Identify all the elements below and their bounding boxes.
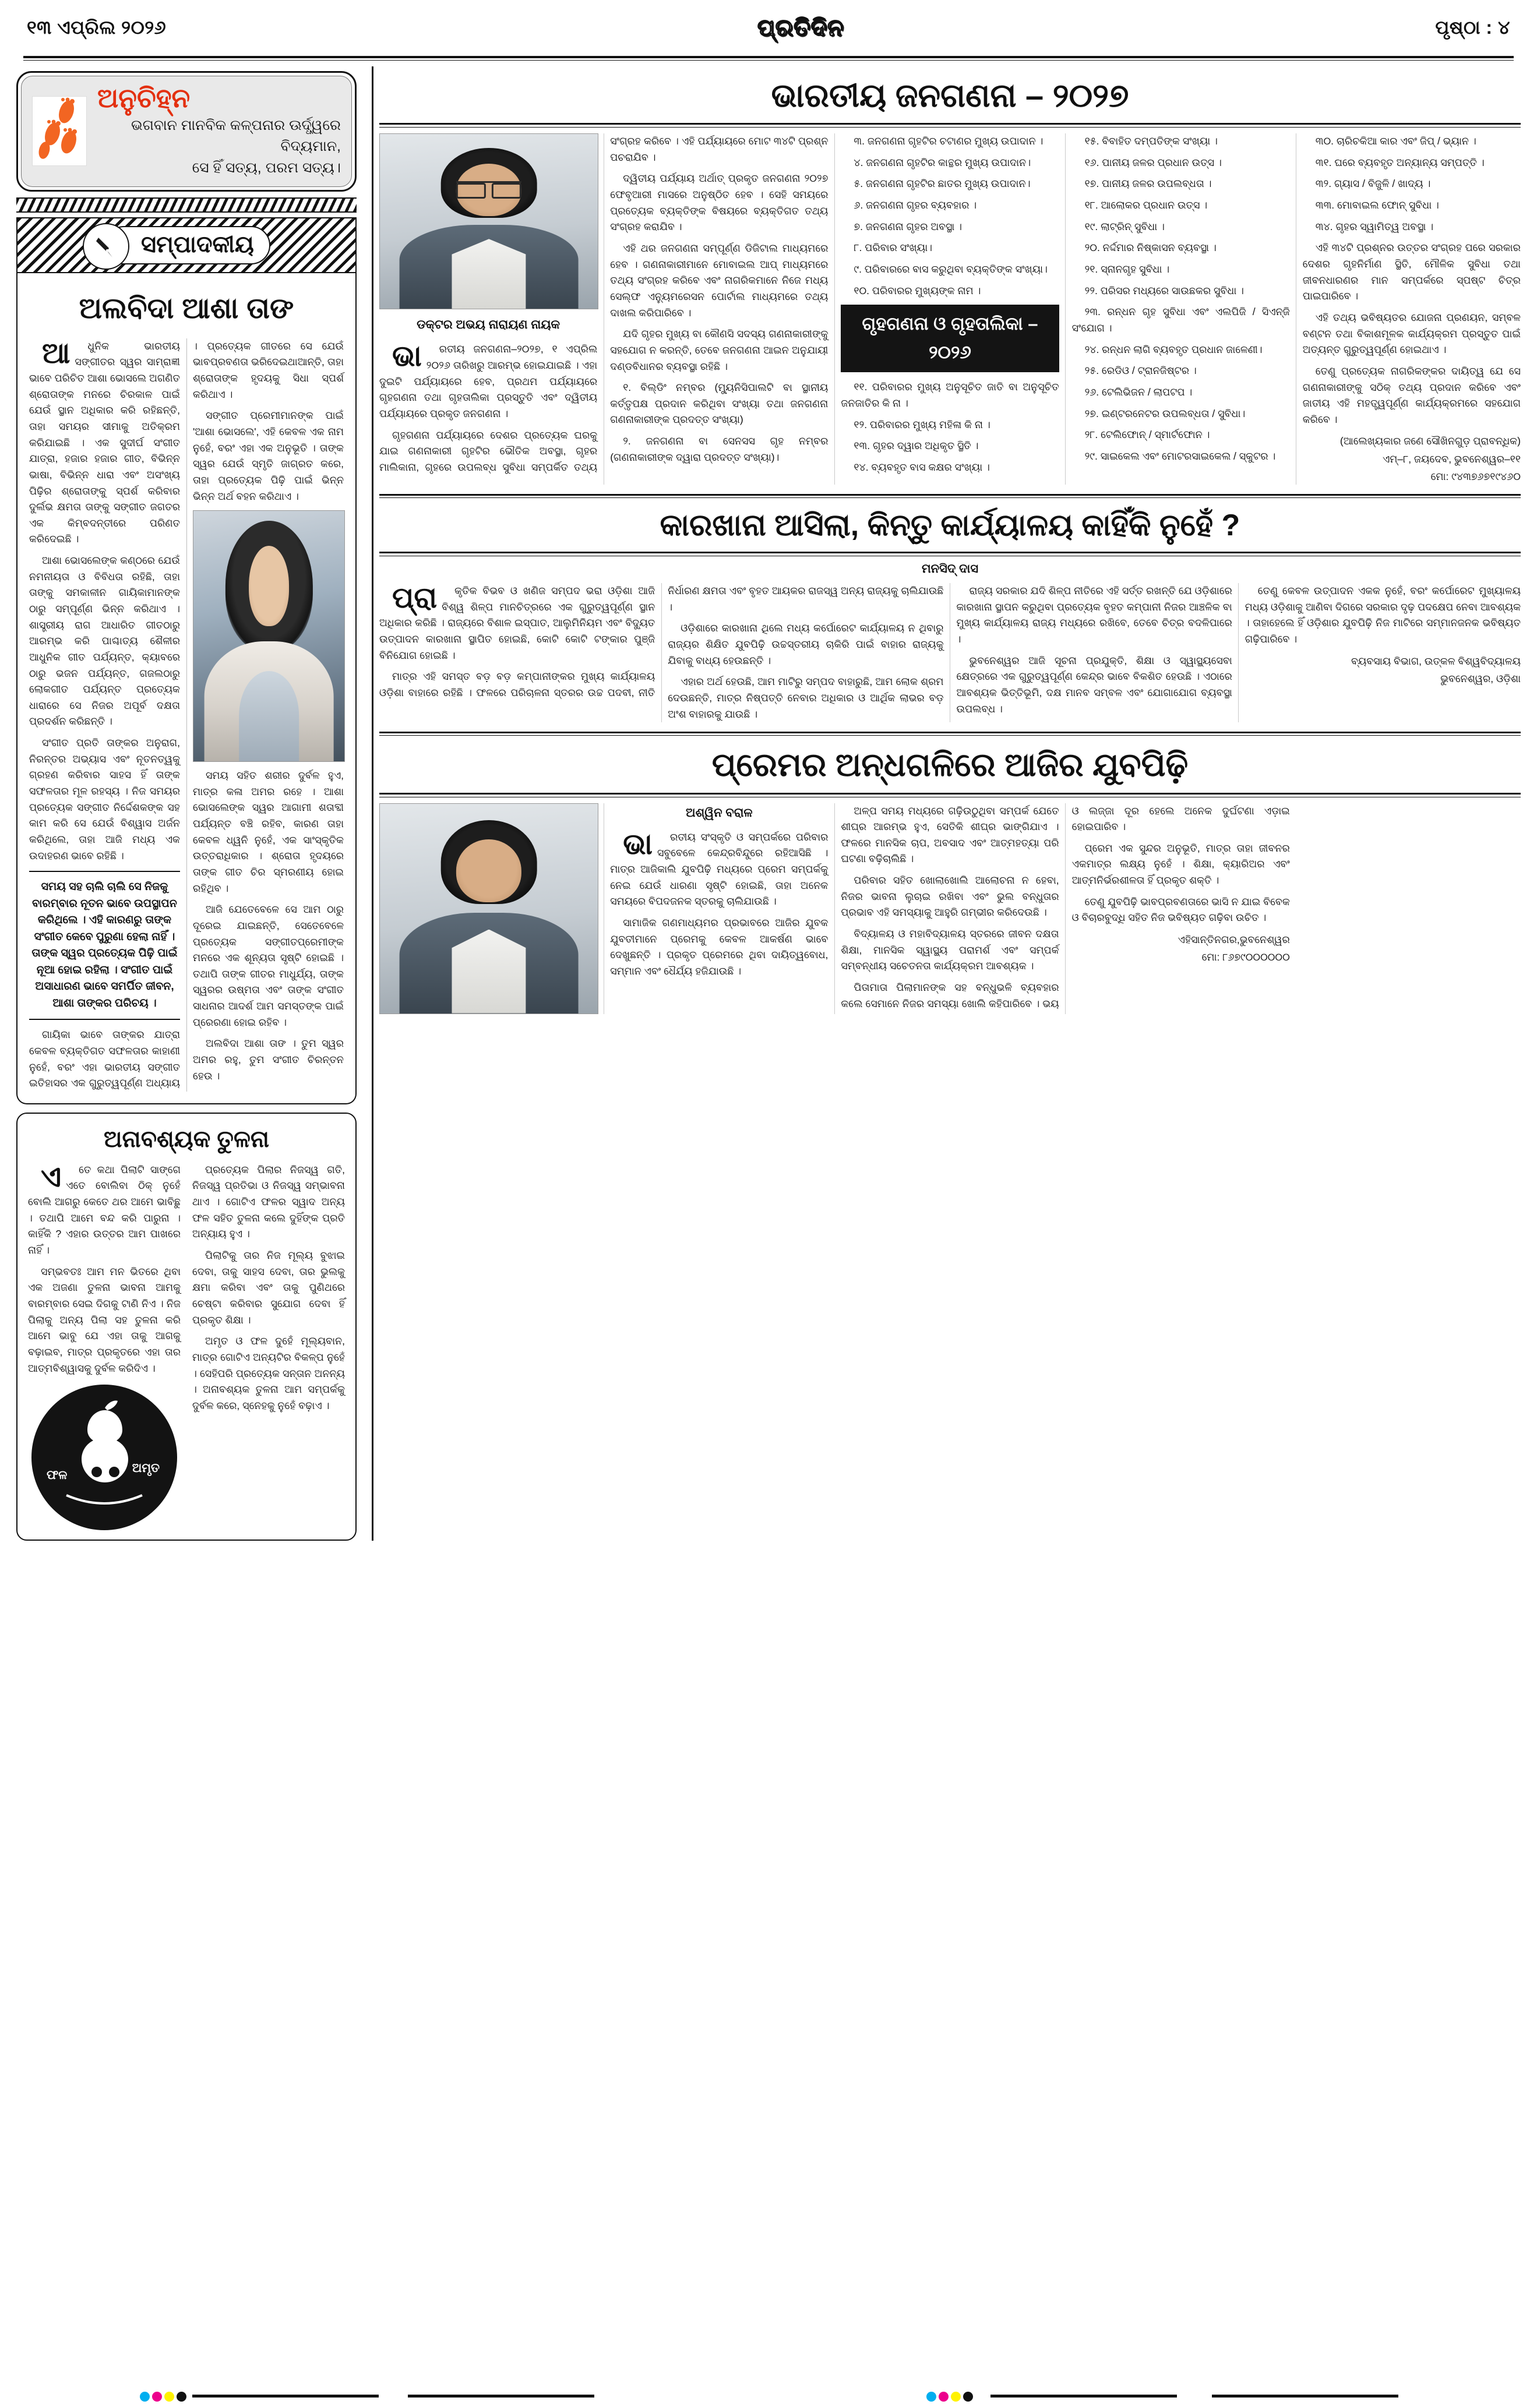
- comparison-paragraph: ପିଲାଟିକୁ ତାର ନିଜ ମୂଲ୍ୟ ବୁଝାଇ ଦେବା, ତାକୁ ସାହସ ଦେବା, ତାର ଭୁଲକୁ କ୍ଷମା କରିବା ଏବଂ ତାକୁ ପୁଣିଥରେ ଚେଷ୍ଟା କରିବାର ସୁଯୋଗ ଦେବା ହିଁ ପ୍ରକୃତ ଶିକ୍ଷା ।: [192, 1249, 345, 1326]
- factory-headline: କାରଖାନା ଆସିଲା, କିନ୍ତୁ କାର୍ଯ୍ୟାଳୟ କାହିଁକି ନୁହେଁ ?: [660, 508, 1240, 542]
- editorial-paragraph: ଆଧୁନିକ ଭାରତୀୟ ସଙ୍ଗୀତର ସ୍ୱର ସାମ୍ରାଜ୍ଞୀ ଭାବେ ପରିଚିତ ଆଶା ଭୋସଲେ ଅଗଣିତ ଶ୍ରୋତାଙ୍କ ମନରେ ଚିରକାଳ ପାଇଁ ଯେଉଁ ସ୍ଥାନ ଅଧିକାର କରି ରହିଛନ୍ତି, ତାହା ସମୟର ସୀମାକୁ ଅତିକ୍ରମ କରିଯାଇଛି । ଏକ ସୁଦୀର୍ଘ ସଂଗୀତ ଯାତ୍ରା, ହଜାର ହଜାର ଗୀତ, ବିଭିନ୍ନ ଭାଷା, ବିଭିନ୍ନ ଧାରା ଏବଂ ଅସଂଖ୍ୟ ପିଢ଼ିର ଶ୍ରୋତାଙ୍କୁ ସ୍ପର୍ଶ କରିବାର ଦୁର୍ଲଭ କ୍ଷମତା ତାଙ୍କୁ ସଙ୍ଗୀତ ଜଗତର ଏକ କିମ୍ବଦନ୍ତୀରେ ପରିଣତ କରିଦେଇଛି ।: [29, 336, 180, 545]
- census-list-item: ୧୩. ଗୃହର ଦ୍ୱାର ଅଧିକୃତ ସ୍ଥିତି ।: [854, 440, 979, 452]
- singer-portrait-photo: [193, 510, 345, 762]
- factory-author-name: ମନସିଦ୍ ଦାସ: [921, 562, 979, 576]
- census-list-item: ୨୧. ସ୍ନାନଗୃହ ସୁବିଧା ।: [1084, 263, 1170, 276]
- census-list-item: ୧୬. ପାନୀୟ ଜଳର ପ୍ରଧାନ ଉତ୍ସ ।: [1084, 156, 1222, 168]
- publication-date: ୧୩ ଏପ୍ରିଲ ୨୦୨୬: [27, 17, 167, 38]
- article-separator: [379, 732, 1521, 733]
- editorial-paragraph: ଆଶା ଭୋସଲେଙ୍କ କଣ୍ଠରେ ଯେଉଁ ନମନୀୟତା ଓ ବିବିଧତା ରହିଛି, ତାହା ତାଙ୍କୁ ସମକାଳୀନ ଗାୟିକାମାନଙ୍କ ଠାରୁ ସମ୍ପୂର୍ଣ୍ଣ ଭିନ୍ନ କରିଥାଏ । ଶାସ୍ତ୍ରୀୟ ରାଗ ଆଧାରିତ ଗୀତଠାରୁ ଆରମ୍ଭ କରି ପାଶ୍ଚାତ୍ୟ ଶୈଳୀର ଆଧୁନିକ ଗୀତ ପର୍ଯ୍ୟନ୍ତ, କ୍ୟାବରେ ଠାରୁ ଭଜନ ପର୍ଯ୍ୟନ୍ତ, ଗଜଲଠାରୁ ଲୋକଗୀତ ପର୍ଯ୍ୟନ୍ତ ପ୍ରତ୍ୟେକ ଧାରାରେ ସେ ନିଜର ଅପୂର୍ବ ଦକ୍ଷତା ପ୍ରଦର୍ଶନ କରିଛନ୍ତି ।: [29, 555, 180, 728]
- youth-paragraph: ସାମାଜିକ ଗଣମାଧ୍ୟମର ପ୍ରଭାବରେ ଆଜିର ଯୁବକ ଯୁବତୀମାନେ ପ୍ରେମକୁ କେବଳ ଆକର୍ଷଣ ଭାବେ ଦେଖୁଛନ୍ତି । ପ୍ରକୃତ ପ୍ରେମରେ ଥିବା ଦାୟିତ୍ୱବୋଧ, ସମ୍ମାନ ଏବଂ ଧୈର୍ଯ୍ୟ ହଜିଯାଉଛି ।: [610, 916, 829, 977]
- comparison-paragraph: ଅମୃତ ଓ ଫଳ ଦୁହେଁ ମୂଲ୍ୟବାନ, ମାତ୍ର ଗୋଟିଏ ଅନ୍ୟଟିର ବିକଳ୍ପ ନୁହେଁ । ସେହିପରି ପ୍ରତ୍ୟେକ ସନ୍ତାନ ଅନନ୍ୟ । ଅନାବଶ୍ୟକ ତୁଳନା ଆମ ସମ୍ପର୍କକୁ ଦୁର୍ବଳ କରେ, ସ୍ନେହକୁ ନୁହେଁ ବଢ଼ାଏ ।: [192, 1335, 345, 1411]
- registration-bar-3: [990, 2395, 1177, 2398]
- anuchihna-box: [16, 71, 357, 192]
- editorial-paragraph: ଅଲବିଦା ଆଶା ତାଙ । ତୁମ ସ୍ୱର ଅମର ରହୁ, ତୁମ ସଂଗୀତ ଚିରନ୍ତନ ହେଉ ।: [193, 1037, 344, 1082]
- editorial-paragraph: ଗାୟିକା ଭାବେ ତାଙ୍କର ଯାତ୍ରା କେବଳ ବ୍ୟକ୍ତିଗତ ସଫଳତାର କାହାଣୀ ନୁହେଁ, ବରଂ ଏହା ଭାରତୀୟ ସଙ୍ଗୀତ ଇତିହାସର ଏକ ଗୁରୁତ୍ୱପୂର୍ଣ୍ଣ ଅଧ୍ୟାୟ । ପ୍ରତ୍ୟେକ ଗୀତରେ ସେ ଯେଉଁ ଭାବପ୍ରବଣତା ଭରିଦେଇଥାଆନ୍ତି, ତାହା ଶ୍ରୋତାଙ୍କ ହୃଦୟକୁ ସିଧା ସ୍ପର୍ଶ କରିଥାଏ ।: [29, 340, 344, 1089]
- factory-paragraph: ତେଣୁ କେବଳ ଉତ୍ପାଦନ ଏକକ ନୁହେଁ, ବରଂ କର୍ପୋରେଟ ମୁଖ୍ୟାଳୟ ମଧ୍ୟ ଓଡ଼ିଶାକୁ ଆଣିବା ଦିଗରେ ସରକାର ଦୃଢ଼ ପଦକ୍ଷେପ ନେବା ଆବଶ୍ୟକ । ତାହାହେଲେ ହିଁ ଓଡ଼ିଶାର ଯୁବପିଢ଼ି ନିଜ ମାଟିରେ ସମ୍ମାନଜନକ ଭବିଷ୍ୟତ ଗଢ଼ିପାରିବେ ।: [1245, 585, 1521, 645]
- masthead-rule-thin: [23, 60, 1514, 61]
- census-list-item: ୨୬. ଟେଲିଭିଜନ / ଲାପଟପ ।: [1084, 386, 1193, 398]
- comparison-paragraph: ପ୍ରତ୍ୟେକ ପିଲାର ନିଜସ୍ୱ ଗତି, ନିଜସ୍ୱ ପ୍ରତିଭା ଓ ନିଜସ୍ୱ ସମ୍ଭାବନା ଥାଏ । ଗୋଟିଏ ଫଳର ସ୍ୱାଦ ଅନ୍ୟ ଫଳ ସହିତ ତୁଳନା କଲେ ଦୁହିଁଙ୍କ ପ୍ରତି ଅନ୍ୟାୟ ହୁଏ ।: [192, 1163, 345, 1240]
- census-signature-line: ମୋ: ୯୪୩୭୬୭୧୯୪୬୦: [1430, 470, 1521, 482]
- census-list-item: ୧୪. ବ୍ୟବହୃତ ବାସ କକ୍ଷର ସଂଖ୍ୟା ।: [854, 461, 990, 473]
- census-list-item: ୩୦. ଚାରିଚକିଆ କାର ଏବଂ ଜିପ୍ / ଭ୍ୟାନ ।: [1315, 135, 1476, 147]
- comparison-paragraph: ଏତେ କଥା ପିଲାଟି ସାଙ୍ଗେ ଏତେ ବୋଲିବା ଠିକ୍ ନୁହେଁ ବୋଲି ଆଗରୁ କେତେ ଥର ଆମେ ଭାବିଛୁ । ତଥାପି ଆମେ ବନ୍ଦ କରି ପାରୁନା । କାହିଁକି ? ଏହାର ଉତ୍ତର ଆମ ପାଖରେ ନାହିଁ ।: [28, 1160, 181, 1256]
- youth-headline: ପ୍ରେମର ଅନ୍ଧଗଳିରେ ଆଜିର ଯୁବପିଢ଼ି: [711, 746, 1189, 783]
- youth-author-name: ଅଶ୍ୱିନ ବରାଳ: [686, 806, 753, 820]
- anuchihna-title: ଅନୁଚିହ୍ନ: [97, 83, 191, 113]
- registration-marks-left: [140, 2392, 186, 2402]
- youth-paragraph: ଅଳ୍ପ ସମୟ ମଧ୍ୟରେ ଗଢ଼ିଉଠୁଥିବା ସମ୍ପର୍କ ଯେତେ ଶୀଘ୍ର ଆରମ୍ଭ ହୁଏ, ସେତିକି ଶୀଘ୍ର ଭାଙ୍ଗିଯାଏ । ଫଳରେ ମାନସିକ ଚାପ, ଅବସାଦ ଏବଂ ଆତ୍ମହତ୍ୟା ପରି ଘଟଣା ବଢ଼ିଚାଲିଛି ।: [841, 804, 1059, 865]
- census-list-item: ୩. ଜନଗଣନା ଗୃହଟିର ଚଟାଣର ମୁଖ୍ୟ ଉପାଦାନ ।: [854, 135, 1044, 147]
- registration-bar-4: [1212, 2395, 1398, 2398]
- comparison-box: [16, 1113, 357, 1541]
- census-signature-line: (ଆଲେଖ୍ୟକାର ଜଣେ ସୌଖିନଗୁଡ଼ ପ୍ରାବନ୍ଧିକ): [1339, 435, 1521, 447]
- census-list-item: ୩୨. ଗ୍ୟାସ / ବିଜୁଳି / ଖାଦ୍ୟ ।: [1315, 178, 1431, 190]
- youth-body: [379, 803, 1290, 1014]
- census-signature-line: ଏମ୍–୮, ଜୟଦେବ, ଭୁବନେଶ୍ୱର–୧୧: [1382, 453, 1521, 465]
- youth-paragraph: ପିତାମାତା ପିଲାମାନଙ୍କ ସହ ବନ୍ଧୁଭଳି ବ୍ୟବହାର କଲେ ସେମାନେ ନିଜର ସମସ୍ୟା ଖୋଲି କହିପାରିବେ । ଭୟ ଓ ଲଜ୍ଜା ଦୂର ହେଲେ ଅନେକ ଦୁର୍ଘଟଣା ଏଡ଼ାଇ ହୋଇପାରିବ ।: [841, 804, 1290, 1009]
- left-column: [16, 66, 366, 1541]
- headline-rule: [379, 793, 1521, 795]
- census-paragraph: ଏହି ତଥ୍ୟ ଭବିଷ୍ୟତର ଯୋଜନା ପ୍ରଣୟନ, ସମ୍ବଳ ବଣ୍ଟନ ତଥା ବିକାଶମୂଳକ କାର୍ଯ୍ୟକ୍ରମ ପ୍ରସ୍ତୁତ ପାଇଁ ଅତ୍ୟନ୍ତ ଗୁରୁତ୍ୱପୂର୍ଣ୍ଣ ହୋଇଥାଏ ।: [1302, 311, 1521, 356]
- factory-paragraph: ମାତ୍ର ଏହି ସମସ୍ତ ବଡ଼ ବଡ଼ କମ୍ପାନୀଙ୍କର ମୁଖ୍ୟ କାର୍ଯ୍ୟାଳୟ ଓଡ଼ିଶା ବାହାରେ ରହିଛି । ଫଳରେ ପରିଚାଳନା ସ୍ତରର ଉଚ୍ଚ ପଦବୀ, ନୀତି ନିର୍ଧାରଣ କ୍ଷମତା ଏବଂ ବୃହତ ଆୟକର ରାଜସ୍ୱ ଅନ୍ୟ ରାଜ୍ୟକୁ ଚାଲିଯାଉଛି ।: [379, 585, 944, 699]
- census-list-item: ୨୪. ରନ୍ଧନ ଲାଗି ବ୍ୟବହୃତ ପ୍ରଧାନ ଜାଳେଣୀ।: [1084, 343, 1263, 355]
- headline-rule: [379, 552, 1521, 553]
- census-paragraph: ଗୃହଗଣନା ପର୍ଯ୍ୟାୟରେ ଦେଶର ପ୍ରତ୍ୟେକ ଘରକୁ ଯାଇ ଗଣନାକାରୀ ଗୃହଟିର ଭୌତିକ ଅବସ୍ଥା, ଗୃହର ମାଲିକାନା, ଗୃହରେ ଉପଲବ୍ଧ ସୁବିଧା ସମ୍ପର୍କିତ ତଥ୍ୟ ସଂଗ୍ରହ କରିବେ । ଏହି ପର୍ଯ୍ୟାୟରେ ମୋଟ ୩୪ଟି ପ୍ରଶ୍ନ ପଚରାଯିବ ।: [379, 135, 829, 473]
- census-list-item: ୨. ଜନଗଣନା ବା ସେନସସ ଗୃହ ନମ୍ବର (ଗଣନାକାରୀଙ୍କ ଦ୍ୱାରା ପ୍ରଦତ୍ତ ସଂଖ୍ୟା)।: [610, 435, 829, 463]
- census-list-item: ୩୧. ଘରେ ବ୍ୟବହୃତ ଅନ୍ୟାନ୍ୟ ସମ୍ପତ୍ତି ।: [1315, 156, 1485, 168]
- comparison-body: [28, 1162, 345, 1530]
- census-list-item: ୨୨. ପରିସର ମଧ୍ୟରେ ସାଉଛକର ସୁବିଧା ।: [1084, 284, 1244, 296]
- census-body: [379, 133, 1521, 485]
- factory-body: [379, 583, 1521, 722]
- editorial-paragraph: ଆଜି ଯେତେବେଳେ ସେ ଆମ ଠାରୁ ଦୂରେଇ ଯାଇଛନ୍ତି, ସେତେବେଳେ ପ୍ରତ୍ୟେକ ସଙ୍ଗୀତପ୍ରେମୀଙ୍କ ମନରେ ଏକ ଶୂନ୍ୟତା ସୃଷ୍ଟି ହୋଇଛି । ତଥାପି ତାଙ୍କ ଗୀତର ମାଧୁର୍ଯ୍ୟ, ତାଙ୍କ ସ୍ୱରର ଉଷ୍ମତା ଏବଂ ତାଙ୍କ ସଂଗୀତ ସାଧନାର ଆଦର୍ଶ ଆମ ସମସ୍ତଙ୍କ ପାଇଁ ପ୍ରେରଣା ହୋଇ ରହିବ ।: [193, 903, 344, 1028]
- anuchihna-line-2: ସେ ହିଁ ସତ୍ୟ, ପରମ ସତ୍ୟ।: [192, 159, 341, 176]
- census-list-item: ୧୦. ପରିବାରର ମୁଖ୍ୟଙ୍କ ନାମ ।: [854, 284, 981, 296]
- census-signature: [1303, 433, 1521, 484]
- editorial-pull-quote: ସମୟ ସହ ଚାଲି ଚାଲି ସେ ନିଜକୁ ବାରମ୍ବାର ନୂତନ ଭାବେ ଉପସ୍ଥାପନ କରିଥିଲେ । ଏହି କାରଣରୁ ତାଙ୍କ ସଂଗୀତ କେବେ ପୁରୁଣା ହେଲା ନାହିଁ । ତାଙ୍କ ସ୍ୱର ପ୍ରତ୍ୟେକ ପିଢ଼ି ପାଇଁ ନୂଆ ହୋଇ ରହିଲା । ସଂଗୀତ ପାଇଁ ଅସାଧାରଣ ଭାବେ ସମର୍ପିତ ଜୀବନ, ଆଶା ତାଙ୍କର ପରିଚୟ ।: [29, 871, 180, 1020]
- factory-signature-line: ଭୁବନେଶ୍ୱର, ଓଡ଼ିଶା: [1440, 672, 1521, 684]
- census-article: [379, 66, 1521, 485]
- footprints-icon: [32, 96, 87, 166]
- census-paragraph: ଦ୍ୱିତୀୟ ପର୍ଯ୍ୟାୟ ଅର୍ଥାତ୍ ପ୍ରକୃତ ଜନଗଣନା ୨୦୨୭ ଫେବୃଆରୀ ମାସରେ ଅନୁଷ୍ଠିତ ହେବ । ସେହି ସମୟରେ ପ୍ରତ୍ୟେକ ବ୍ୟକ୍ତିଙ୍କ ବିଷୟରେ ବ୍ୟକ୍ତିଗତ ତଥ୍ୟ ସଂଗ୍ରହ କରାଯିବ ।: [610, 172, 829, 233]
- editorial-paragraph: ସଂଗୀତ ପ୍ରତି ତାଙ୍କର ଅନୁରାଗ, ନିରନ୍ତର ଅଭ୍ୟାସ ଏବଂ ନୂତନତ୍ୱକୁ ଗ୍ରହଣ କରିବାର ସାହସ ହିଁ ତାଙ୍କ ସଫଳତାର ମୂଳ ରହସ୍ୟ । ନିଜ ସମୟର ପ୍ରତ୍ୟେକ ସଙ୍ଗୀତ ନିର୍ଦ୍ଦେଶକଙ୍କ ସହ କାମ କରି ସେ ଯେଉଁ ବିଶ୍ୱାସ ଅର୍ଜନ କରିଥିଲେ, ତାହା ଆଜି ମଧ୍ୟ ଏକ ଉଦାହରଣ ଭାବେ ରହିଛି ।: [29, 737, 180, 861]
- factory-paragraph: ରାଜ୍ୟ ସରକାର ଯଦି ଶିଳ୍ପ ନୀତିରେ ଏହି ସର୍ତ୍ତ ରଖନ୍ତି ଯେ ଓଡ଼ିଶାରେ କାରଖାନା ସ୍ଥାପନ କରୁଥିବା ପ୍ରତ୍ୟେକ ବୃହତ କମ୍ପାନୀ ନିଜର ଆଞ୍ଚଳିକ ବା ମୁଖ୍ୟ କାର୍ଯ୍ୟାଳୟ ରାଜ୍ୟ ମଧ୍ୟରେ ରଖିବେ, ତେବେ ଚିତ୍ର ବଦଳିପାରେ ।: [956, 585, 1232, 645]
- fruit-nectar-illustration: [31, 1385, 177, 1530]
- census-list-item: ୧. ବିଲ୍ଡିଂ ନମ୍ବର (ମ୍ୟୁନିସିପାଲଟି ବା ସ୍ଥାନୀୟ କର୍ତ୍ତୃପକ୍ଷ ପ୍ରଦାନ କରିଥିବା ସଂଖ୍ୟା ତଥା ଜନଗଣନା ଗଣନାକାରୀଙ୍କ ପ୍ରଦତ୍ତ ସଂଖ୍ୟା): [610, 382, 829, 426]
- editorial-paragraph: ସମୟ ସହିତ ଶରୀର ଦୁର୍ବଳ ହୁଏ, ମାତ୍ର କଳା ଅମର ରହେ । ଆଶା ଭୋସଲେଙ୍କ ସ୍ୱର ଆଗାମୀ ଶତାବ୍ଦୀ ପର୍ଯ୍ୟନ୍ତ ବଞ୍ଚି ରହିବ, କାରଣ ତାହା କେବଳ ଧ୍ୱନି ନୁହେଁ, ଏକ ସାଂସ୍କୃତିକ ଉତ୍ତରାଧିକାର । ଶ୍ରୋତା ହୃଦୟରେ ତାଙ୍କ ଗୀତ ଚିର ସ୍ମରଣୀୟ ହୋଇ ରହିଥିବ ।: [193, 769, 344, 894]
- headline-rule-thin: [379, 127, 1521, 128]
- editorial-body: [29, 338, 344, 1092]
- youth-signature-line: ମୋ: ୮୬୭୯୦୦୦୦୦୦: [1201, 951, 1290, 963]
- print-registration-bar: [0, 2389, 1537, 2405]
- census-list-item: ୧୧. ପରିବାରର ମୁଖ୍ୟ ଅନୁସୂଚିତ ଜାତି ବା ଅନୁସୂଚିତ ଜନଜାତିର କି ନା ।: [841, 381, 1059, 409]
- factory-signature: [1245, 654, 1521, 687]
- census-headline: ଭାରତୀୟ ଜନଗଣନା – ୨୦୨୭: [771, 77, 1129, 114]
- census-list-item: ୨୯. ସାଇକେଲ ଏବଂ ମୋଟରସାଇକେଲ / ସ୍କୁଟର ।: [1084, 450, 1276, 462]
- youth-signature-line: ଏହିସାନ୍ତିନଗର,ଭୁବନେଶ୍ୱର: [1178, 934, 1290, 945]
- editorial-paragraph: ସଙ୍ଗୀତ ପ୍ରେମୀମାନଙ୍କ ପାଇଁ 'ଆଶା ଭୋସଲେ', ଏହି କେବଳ ଏକ ନାମ ନୁହେଁ, ବରଂ ଏହା ଏକ ଅନୁଭୂତି । ତାଙ୍କ ସ୍ୱର ଯେଉଁ ସ୍ମୃତି ଜାଗ୍ରତ କରେ, ତାହା ପ୍ରତ୍ୟେକ ପିଢ଼ି ପାଇଁ ଭିନ୍ନ ଭିନ୍ନ ଅର୍ଥ ବହନ କରିଥାଏ ।: [193, 409, 344, 502]
- census-list-item: ୨୫. ରେଡିଓ / ଟ୍ରାନଜିଷ୍ଟର ।: [1084, 365, 1197, 377]
- census-paragraph: ଯଦି ଗୃହର ମୁଖ୍ୟ ବା କୌଣସି ସଦସ୍ୟ ଗଣନାକାରୀଙ୍କୁ ସହଯୋଗ ନ କରନ୍ତି, ତେବେ ଜନଗଣନା ଆଇନ ଅନୁଯାୟୀ ଦଣ୍ଡବିଧାନର ବ୍ୟବସ୍ଥା ରହିଛି ।: [610, 328, 829, 372]
- editorial-headline: ଅଲବିଦା ଆଶା ତାଙ: [79, 291, 294, 324]
- anuchihna-line-1: ଭଗବାନ ମାନବିକ କଳ୍ପନାର ଊର୍ଦ୍ଧ୍ୱରେ ବିଦ୍ୟମାନ,: [131, 117, 341, 155]
- factory-columns: [379, 583, 1521, 722]
- page-content: [16, 66, 1521, 1541]
- registration-bar-1: [192, 2395, 379, 2398]
- newspaper-logo: ପ୍ରତିଦିନ: [757, 15, 844, 41]
- decorative-divider: [16, 197, 357, 213]
- census-list-item: ୨୦. ନର୍ଦ୍ଦମାର ନିଷ୍କାସନ ବ୍ୟବସ୍ଥା ।: [1084, 242, 1217, 254]
- masthead: [16, 0, 1521, 56]
- census-list-item: ୩୪. ଗୃହର ସ୍ୱାମିତ୍ୱ ଅବସ୍ଥା ।: [1315, 220, 1434, 232]
- factory-article: [379, 498, 1521, 723]
- census-list-item: ୪. ଜନଗଣନା ଗୃହଟିର କାନ୍ଥର ମୁଖ୍ୟ ଉପାଦାନ।: [854, 156, 1031, 168]
- editorial-columns: [29, 338, 344, 1092]
- census-paragraph: ଭାରତୀୟ ଜନଗଣନା–୨୦୨୭, ୧ ଏପ୍ରିଲ ୨୦୨୬ ତାରିଖରୁ ଆରମ୍ଭ ହୋଇଯାଇଛି । ଏହା ଦୁଇଟି ପର୍ଯ୍ୟାୟରେ ହେବ, ପ୍ରଥମ ପର୍ଯ୍ୟାୟରେ ଗୃହଗଣନା ତଥା ଗୃହତାଲିକା ପ୍ରସ୍ତୁତି ଏବଂ ଦ୍ୱିତୀୟ ପର୍ଯ୍ୟାୟରେ ପ୍ରକୃତ ଜନଗଣନା ।: [379, 340, 598, 419]
- factory-paragraph: ଏହାର ଅର୍ଥ ହେଉଛି, ଆମ ମାଟିରୁ ସମ୍ପଦ ବାହାରୁଛି, ଆମ ଲୋକ ଶ୍ରମ ଦେଉଛନ୍ତି, ମାତ୍ର ନିଷ୍ପତ୍ତି ନେବାର ଅଧିକାର ଓ ଆର୍ଥିକ ଲାଭର ବଡ଼ ଅଂଶ ବାହାରକୁ ଯାଉଛି ।: [668, 676, 944, 720]
- registration-bar-2: [408, 2395, 594, 2398]
- editorial-section-label: ସମ୍ପାଦକୀୟ: [141, 232, 254, 258]
- census-list-item: ୧୮. ଆଲୋକର ପ୍ରଧାନ ଉତ୍ସ ।: [1084, 199, 1208, 211]
- article-separator: [379, 494, 1521, 496]
- census-paragraph: ତେଣୁ ପ୍ରତ୍ୟେକ ନାଗରିକଙ୍କର ଦାୟିତ୍ୱ ଯେ ସେ ଗଣନାକାରୀଙ୍କୁ ସଠିକ୍ ତଥ୍ୟ ପ୍ରଦାନ କରିବେ ଏବଂ ଜାତୀୟ ଏହି ମହତ୍ତ୍ୱପୂର୍ଣ୍ଣ କାର୍ଯ୍ୟକ୍ରମରେ ସହଯୋଗ କରିବେ ।: [1302, 365, 1521, 425]
- youth-signature: [1072, 932, 1290, 965]
- fruit-label: ଫଳ: [47, 1468, 68, 1482]
- page-number: ପୃଷ୍ଠା : ୪: [1435, 17, 1510, 38]
- main-column: [379, 66, 1521, 1541]
- census-columns: [379, 133, 1521, 485]
- comparison-headline: ଅନାବଶ୍ୟକ ତୁଳନା: [104, 1126, 269, 1152]
- youth-paragraph: ପରିବାର ସହିତ ଖୋଲାଖୋଲି ଆଲୋଚନା ନ ହେବା, ନିଜର ଭାବନା ଲୁଚାଇ ରଖିବା ଏବଂ ଭୁଲ ବନ୍ଧୁତାର ପ୍ରଭାବ ଏହି ସମସ୍ୟାକୁ ଆହୁରି ଗମ୍ଭୀର କରିଦେଉଛି ।: [841, 874, 1059, 919]
- registration-marks-right: [926, 2392, 973, 2402]
- census-paragraph: ଏହି ୩୪ଟି ପ୍ରଶ୍ନର ଉତ୍ତର ସଂଗ୍ରହ ପରେ ସରକାର ଦେଶର ଗୃହନିର୍ମାଣ ସ୍ଥିତି, ମୌଳିକ ସୁବିଧା ତଥା ଜୀବନଧାରଣର ମାନ ସମ୍ପର୍କରେ ସ୍ପଷ୍ଟ ଚିତ୍ର ପାଇପାରିବେ ।: [1302, 242, 1521, 302]
- factory-signature-line: ବ୍ୟବସାୟ ବିଭାଗ, ଉତ୍କଳ ବିଶ୍ୱବିଦ୍ୟାଳୟ: [1351, 655, 1521, 667]
- census-list-item: ୨୩. ରନ୍ଧନ ଗୃହ ସୁବିଧା ଏବଂ ଏଲପିଜି / ସିଏନ୍ଜି ସଂଯୋଗ ।: [1071, 306, 1290, 334]
- census-list-item: ୧୨. ପରିବାରର ମୁଖ୍ୟ ମହିଳା କି ନା ।: [854, 418, 990, 430]
- census-list-item: ୩୩. ମୋବାଇଲ ଫୋନ୍ ସୁବିଧା ।: [1315, 199, 1439, 211]
- census-list-item: ୮. ପରିବାର ସଂଖ୍ୟା।: [854, 242, 932, 254]
- factory-paragraph: ଓଡ଼ିଶାରେ କାରଖାନା ଥିଲେ ମଧ୍ୟ କର୍ପୋରେଟ କାର୍ଯ୍ୟାଳୟ ନ ଥିବାରୁ ରାଜ୍ୟର ଶିକ୍ଷିତ ଯୁବପିଢ଼ି ଉଚ୍ଚସ୍ତରୀୟ ଚାକିରି ପାଇଁ ବାହାର ରାଜ୍ୟକୁ ଯିବାକୁ ବାଧ୍ୟ ହେଉଛନ୍ତି ।: [668, 622, 944, 666]
- editorial-card: [16, 273, 357, 1104]
- youth-article: [379, 736, 1521, 1014]
- census-author-photo: [379, 133, 598, 309]
- comparison-paragraph: ସମ୍ଭବତଃ ଆମ ମନ ଭିତରେ ଥିବା ଏକ ଅଜଣା ତୁଳନା ଭାବନା ଆମକୁ ବାରମ୍ବାର ସେଇ ଦିଗକୁ ଟାଣି ନିଏ । ନିଜ ପିଲାକୁ ଅନ୍ୟ ପିଲା ସହ ତୁଳନା କରି ଆମେ ଭାବୁ ଯେ ଏହା ତାକୁ ଆଗକୁ ବଢ଼ାଇବ, ମାତ୍ର ପ୍ରକୃତରେ ଏହା ତାର ଆତ୍ମବିଶ୍ୱାସକୁ ଦୁର୍ବଳ କରିଦିଏ ।: [28, 1265, 181, 1374]
- census-list-item: ୧୭. ପାନୀୟ ଜଳର ଉପଲବ୍ଧତା ।: [1084, 178, 1212, 190]
- census-list-item: ୨୭. ଇଣ୍ଟରନେଟର ଉପଲବ୍ଧତା / ସୁବିଧା।: [1084, 407, 1246, 419]
- census-list-item: ୫. ଜନଗଣନା ଗୃହଟିର ଛାତର ମୁଖ୍ୟ ଉପାଦାନ।: [854, 178, 1031, 190]
- nectar-label: ଅମୃତ: [132, 1461, 160, 1475]
- census-paragraph: ଏହି ଥର ଜନଗଣନା ସମ୍ପୂର୍ଣ୍ଣ ଡିଜିଟାଲ ମାଧ୍ୟମରେ ହେବ । ଗଣନାକାରୀମାନେ ମୋବାଇଲ ଆପ୍ ମାଧ୍ୟମରେ ତଥ୍ୟ ସଂଗ୍ରହ କରିବେ ଏବଂ ନାଗରିକମାନେ ନିଜେ ମଧ୍ୟ ସେଲ୍ଫ ଏନ୍ୟୁମରେସନ ପୋର୍ଟାଲ ମାଧ୍ୟମରେ ତଥ୍ୟ ଦାଖଲ କରିପାରିବେ ।: [610, 242, 829, 319]
- masthead-rule: [23, 56, 1514, 58]
- youth-paragraph: ତେଣୁ ଯୁବପିଢ଼ି ଭାବପ୍ରବଣତାରେ ଭାସି ନ ଯାଇ ବିବେକ ଓ ବିଚାରବୁଦ୍ଧି ସହିତ ନିଜ ଭବିଷ୍ୟତ ଗଢ଼ିବା ଉଚିତ ।: [1071, 895, 1290, 924]
- census-subsection-banner: ଗୃହଗଣନା ଓ ଗୃହତାଲିକା – ୨୦୨୬: [841, 305, 1059, 372]
- youth-paragraph: ଭାରତୀୟ ସଂସ୍କୃତି ଓ ସମ୍ପର୍କରେ ପରିବାର ସବୁବେଳେ କେନ୍ଦ୍ରବିନ୍ଦୁରେ ରହିଆସିଛି । ମାତ୍ର ଆଜିକାଲି ଯୁବପିଢ଼ି ମଧ୍ୟରେ ପ୍ରେମ ସମ୍ପର୍କକୁ ନେଇ ଯେଉଁ ଧାରଣା ସୃଷ୍ଟି ହୋଇଛି, ତାହା ଅନେକ ସମୟରେ ବିପଦଜନକ ସ୍ତରକୁ ଚାଲିଯାଉଛି ।: [610, 827, 829, 908]
- census-author-name: ଡକ୍ଟର ଅଭୟ ନାରାୟଣ ନାୟକ: [417, 318, 560, 332]
- youth-author-photo: [379, 803, 598, 1014]
- youth-paragraph: ବିଦ୍ୟାଳୟ ଓ ମହାବିଦ୍ୟାଳୟ ସ୍ତରରେ ଜୀବନ ଦକ୍ଷତା ଶିକ୍ଷା, ମାନସିକ ସ୍ୱାସ୍ଥ୍ୟ ପରାମର୍ଶ ଏବଂ ସମ୍ପର୍କ ସମ୍ବନ୍ଧୀୟ ସଚେତନତା କାର୍ଯ୍ୟକ୍ରମ ଆବଶ୍ୟକ ।: [841, 928, 1059, 972]
- census-list-item: ୧୫. ବିବାହିତ ଦମ୍ପତିଙ୍କ ସଂଖ୍ୟା ।: [1084, 135, 1218, 147]
- census-list-item: ୧୯. ଲାଟ୍ରିନ୍ ସୁବିଧା ।: [1084, 220, 1165, 232]
- youth-paragraph: ପ୍ରେମ ଏକ ସୁନ୍ଦର ଅନୁଭୂତି, ମାତ୍ର ତାହା ଜୀବନର ଏକମାତ୍ର ଲକ୍ଷ୍ୟ ନୁହେଁ । ଶିକ୍ଷା, କ୍ୟାରିଅର ଏବଂ ଆତ୍ମନିର୍ଭରଶୀଳତା ହିଁ ପ୍ରକୃତ ଶକ୍ତି ।: [1071, 842, 1290, 887]
- census-list-item: ୭. ଜନଗଣନା ଗୃହର ଅବସ୍ଥା ।: [854, 220, 962, 232]
- headline-rule: [379, 123, 1521, 125]
- census-list-item: ୨୮. ଟେଲିଫୋନ୍ / ସ୍ମାର୍ଟଫୋନ ।: [1084, 429, 1210, 441]
- column-divider: [372, 66, 373, 1541]
- comparison-columns: [28, 1162, 345, 1530]
- factory-paragraph: ଭୁବନେଶ୍ୱର ଆଜି ସୂଚନା ପ୍ରଯୁକ୍ତି, ଶିକ୍ଷା ଓ ସ୍ୱାସ୍ଥ୍ୟସେବା କ୍ଷେତ୍ରରେ ଏକ ଗୁରୁତ୍ୱପୂର୍ଣ୍ଣ କେନ୍ଦ୍ର ଭାବେ ବିକଶିତ ହେଉଛି । ଏଠାରେ ଆବଶ୍ୟକ ଭିତ୍ତିଭୂମି, ଦକ୍ଷ ମାନବ ସମ୍ବଳ ଏବଂ ଯୋଗାଯୋଗ ବ୍ୟବସ୍ଥା ଉପଲବ୍ଧ ।: [956, 654, 1232, 715]
- pen-nib-icon: [83, 223, 129, 270]
- census-list-item: ୬. ଜନଗଣନା ଗୃହର ବ୍ୟବହାର ।: [854, 199, 977, 211]
- youth-columns: [379, 803, 1521, 1014]
- editorial-section-bar: [16, 217, 357, 273]
- census-list-item: ୯. ପରିବାରରେ ବାସ କରୁଥିବା ବ୍ୟକ୍ତିଙ୍କ ସଂଖ୍ୟା।: [854, 263, 1048, 276]
- factory-paragraph: ପ୍ରାକୃତିକ ବିଭବ ଓ ଖଣିଜ ସମ୍ପଦ ଭରା ଓଡ଼ିଶା ଆଜି ବିଶ୍ୱ ଶିଳ୍ପ ମାନଚିତ୍ରରେ ଏକ ଗୁରୁତ୍ୱପୂର୍ଣ୍ଣ ସ୍ଥାନ ଅଧିକାର କରିଛି । ରାଜ୍ୟରେ ବିଶାଳ ଇସ୍ପାତ, ଆଲୁମିନିୟମ ଏବଂ ବିଦ୍ୟୁତ ଉତ୍ପାଦନ କାରଖାନା ସ୍ଥାପିତ ହୋଇଛି, କୋଟି କୋଟି ଟଙ୍କାର ପୁଞ୍ଜି ବିନିଯୋଗ ହୋଇଛି ।: [379, 581, 655, 661]
